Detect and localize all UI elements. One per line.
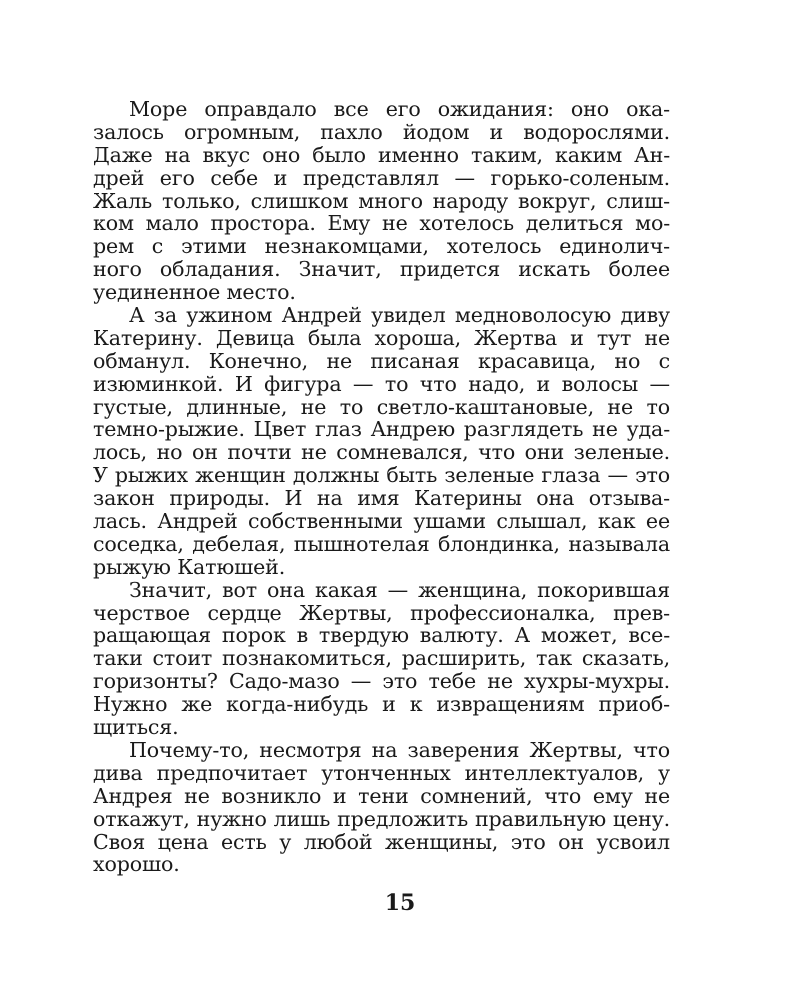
text-line: густые, длинные, не то светло-каштановые, не то (93, 394, 670, 419)
text-line: лось, но он почти не сомневался, что они зеленые. (93, 440, 670, 465)
text-line: рем с этими незнакомцами, хотелось единолич- (93, 234, 670, 259)
text-line: Море оправдало все его ожидания: оно ока- (129, 97, 670, 121)
text-line: горизонты? Садо-мазо — это тебе не хухры-мухры. (93, 669, 670, 694)
text-line: дрей его себе и представлял — горько-соленым. (93, 165, 670, 190)
text-line: хорошо. (93, 852, 180, 877)
text-line: темно-рыжие. Цвет глаз Андрею разглядеть не уда- (93, 417, 670, 442)
text-line: Значит, вот она какая — женщина, покорившая (129, 577, 670, 602)
text-line: откажут, нужно лишь предложить правильную цену. (93, 806, 670, 831)
text-line: таки стоит познакомиться, расширить, так сказать, (93, 646, 670, 671)
body-text (93, 98, 670, 876)
text-line: залось огромным, пахло йодом и водорослями. (93, 119, 670, 144)
text-line: ращающая порок в твердую валюту. А может, все- (93, 623, 670, 648)
text-line: Катерину. Девица была хороша, Жертва и тут не (93, 325, 670, 350)
text-line: Жаль только, слишком много народу вокруг, слиш- (93, 188, 670, 213)
text-line: закон природы. И на имя Катерины она отзыва- (93, 486, 670, 511)
text-line: черствое сердце Жертвы, профессионалка, прев- (93, 600, 670, 625)
text-line: А за ужином Андрей увидел медноволосую диву (129, 303, 670, 328)
text-line: Своя цена есть у любой женщины, это он усвоил (93, 829, 670, 854)
text-line: соседка, дебелая, пышнотелая блондинка, называла (93, 531, 670, 556)
text-line: ного обладания. Значит, придется искать более (93, 257, 670, 282)
text-line: обманул. Конечно, не писаная красавица, но с (93, 348, 670, 373)
text-line: Нужно же когда-нибудь и к извращениям приоб- (93, 692, 670, 717)
text-line: рыжую Катюшей. (93, 554, 286, 579)
text-line: изюминкой. И фигура — то что надо, и волосы — (93, 371, 670, 396)
text-line: У рыжих женщин должны быть зеленые глаза — это (93, 463, 670, 488)
text-line: Почему-то, несмотря на заверения Жертвы, что (129, 737, 670, 762)
text-line: ком мало простора. Ему не хотелось делиться мо- (93, 211, 670, 236)
text-line: щиться. (93, 715, 179, 740)
text-line: Андрея не возникло и тени сомнений, что ему не (93, 783, 670, 808)
text-line: уединенное место. (93, 280, 296, 305)
text-line: дива предпочитает утонченных интеллектуалов, у (93, 760, 670, 785)
text-line: лась. Андрей собственными ушами слышал, как ее (93, 509, 670, 534)
page-number: 15 (384, 890, 416, 916)
text-line: Даже на вкус оно было именно таким, каким Ан- (93, 142, 670, 167)
